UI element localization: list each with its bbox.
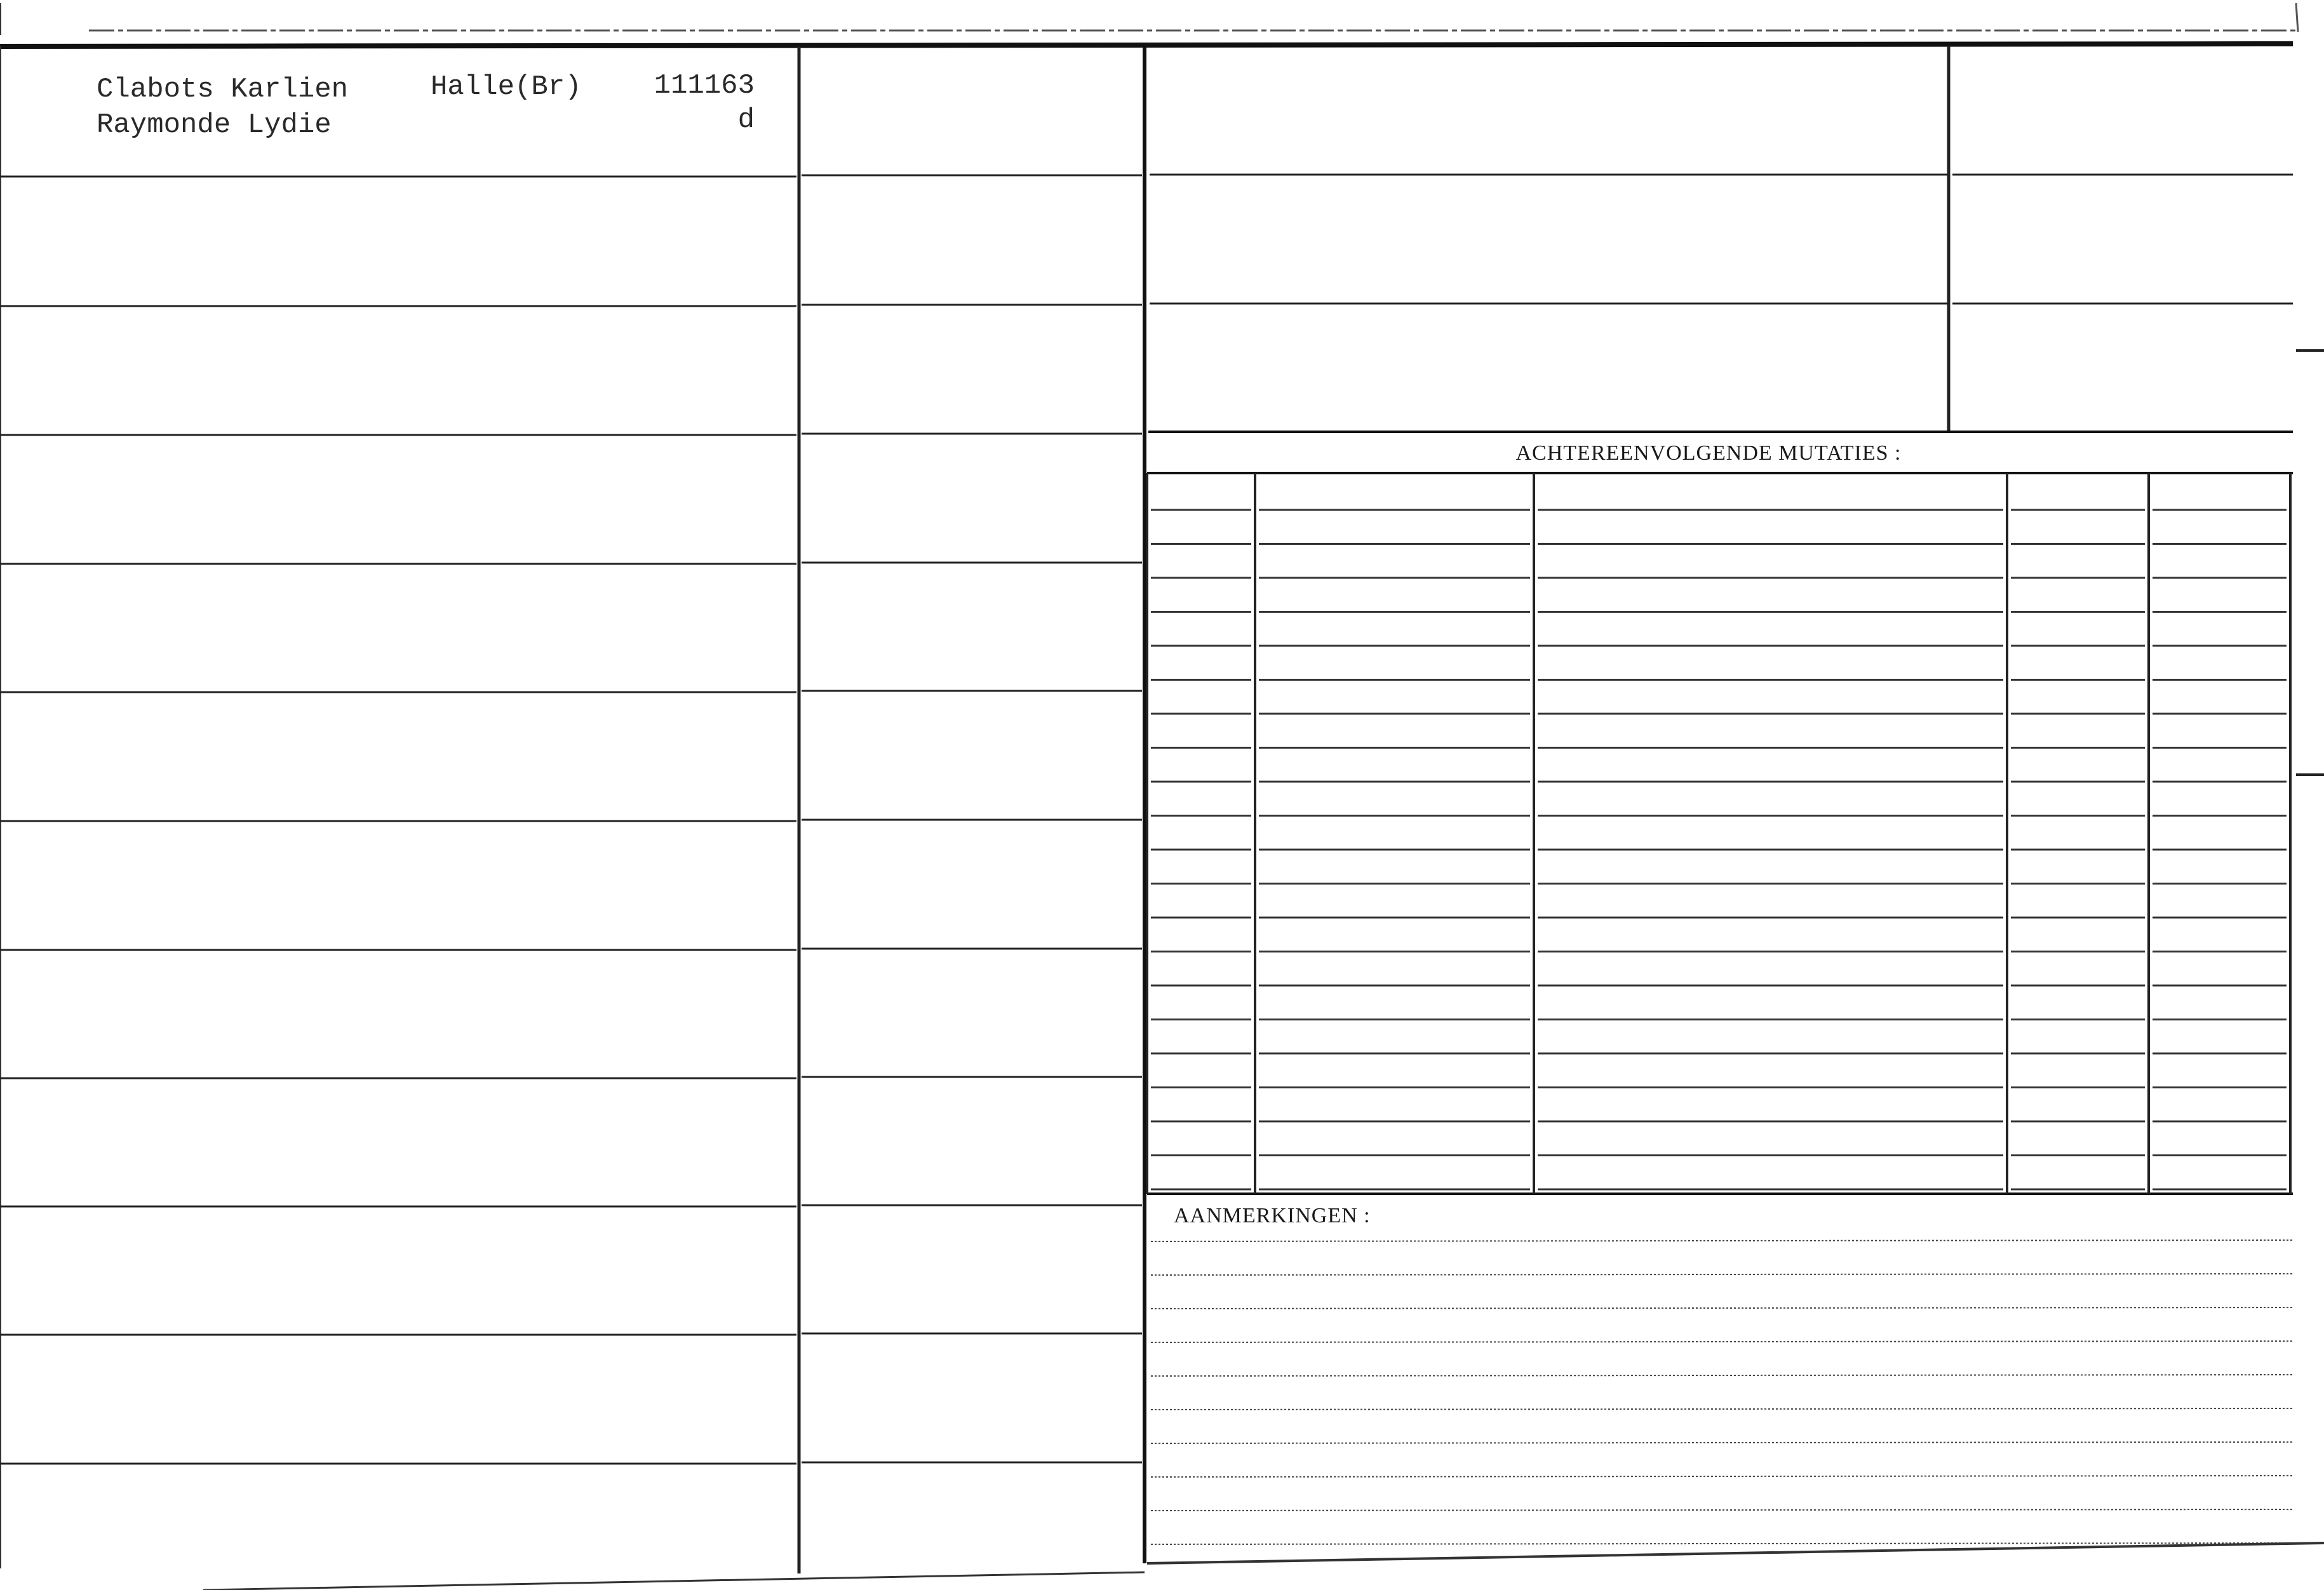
remarks-rule: [1151, 1274, 2293, 1275]
mutations-table: [1147, 473, 2293, 1194]
remarks-rule: [1151, 1341, 2293, 1342]
remarks-rule: [1151, 1509, 2293, 1511]
remarks-rule: [1151, 1476, 2293, 1477]
registration-number: 111163: [654, 70, 755, 102]
person-name-line1: Clabots Karlien: [97, 74, 349, 105]
remarks-rule: [1151, 1442, 2293, 1443]
birthplace: Halle(Br): [431, 71, 582, 103]
top-border: [0, 3, 2299, 46]
mutations-heading: ACHTEREENVOLGENDE MUTATIES :: [1515, 441, 1902, 465]
register-grid: [0, 46, 1145, 1573]
remarks-rule: [1151, 1240, 2293, 1241]
remarks-rule: [1151, 1307, 2293, 1309]
register-entry: [97, 70, 755, 141]
remarks-heading: AANMERKINGEN :: [1174, 1204, 1371, 1227]
status-code: d: [737, 104, 755, 136]
remarks-rule: [1151, 1408, 2293, 1410]
remarks-area: [1151, 1240, 2293, 1544]
person-name-line2: Raymonde Lydie: [97, 109, 332, 141]
remarks-rule: [1151, 1543, 2293, 1544]
bottom-border: [203, 1543, 2324, 1590]
remarks-rule: [1151, 1375, 2293, 1376]
